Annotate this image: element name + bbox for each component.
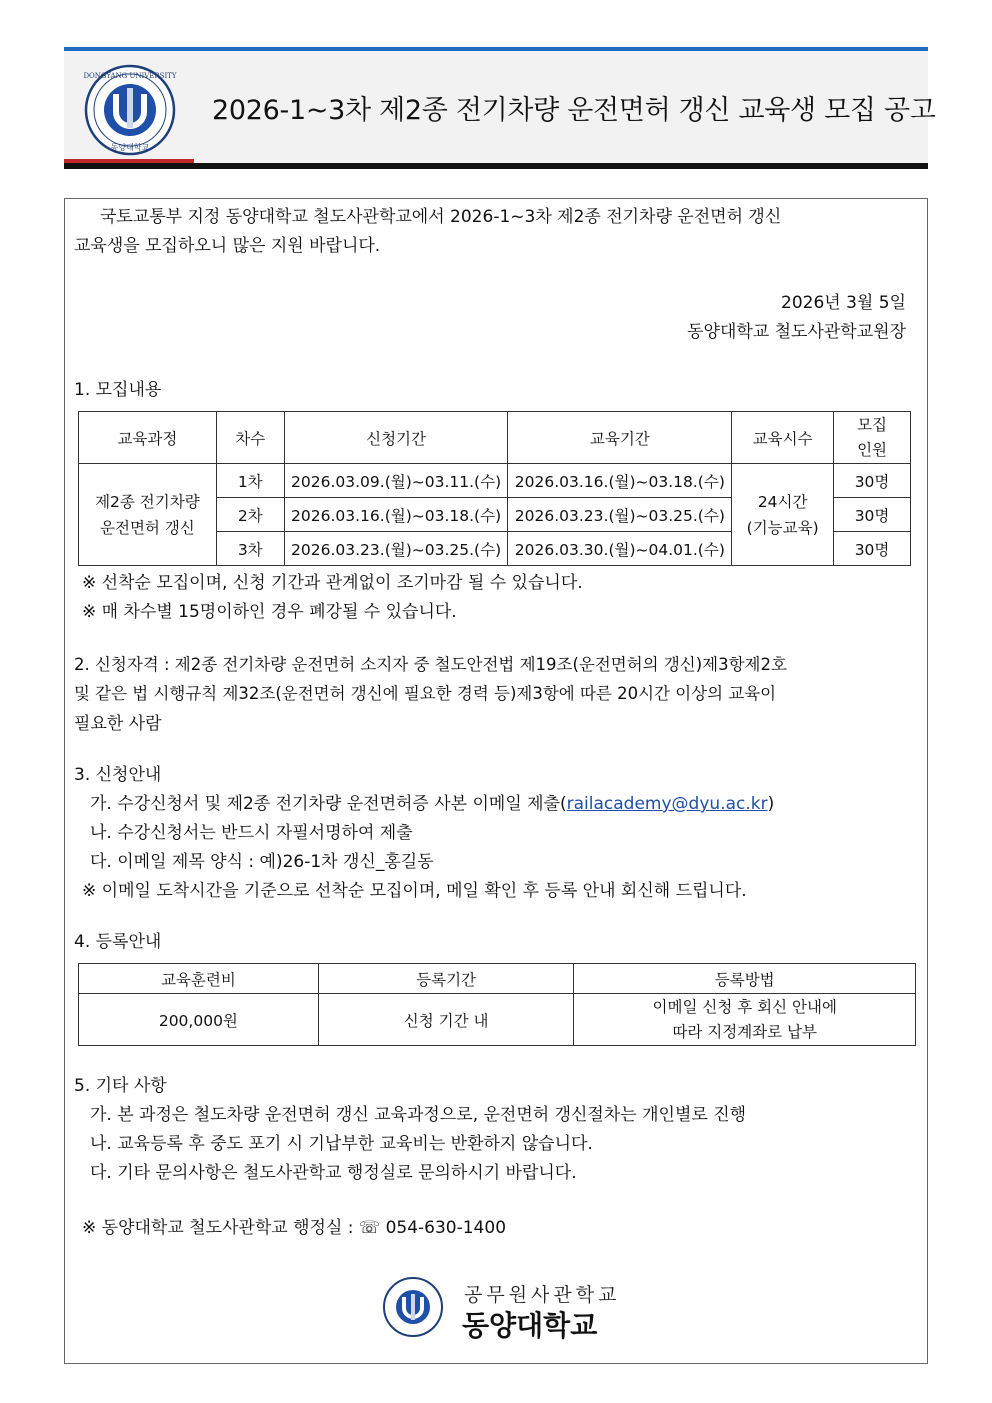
table-header-row — [79, 412, 911, 464]
university-logo — [74, 64, 186, 156]
item-a-close: ) — [767, 794, 775, 814]
registration-table — [78, 963, 916, 1046]
page-title: 2026-1~3차 제2종 전기차량 운전면허 갱신 교육생 모집 공고 — [212, 95, 936, 126]
recruitment-table — [78, 411, 911, 566]
apply-cell: 2026.03.16.(월)~03.18.(수) — [284, 498, 508, 532]
round-cell: 3차 — [216, 532, 284, 566]
course-name-line1: 제2종 전기차량 — [95, 492, 200, 511]
reg-method-line2: 따라 지정계좌로 납부 — [672, 1022, 818, 1041]
intro-line-1: 국토교통부 지정 동양대학교 철도사관학교에서 2026-1~3차 제2종 전기차량 운전면허 갱신 — [100, 207, 782, 227]
hours-line1: 24시간 — [757, 492, 808, 511]
col-capacity — [834, 412, 911, 464]
telephone-icon: ☏ — [358, 1218, 381, 1238]
section-3-item-b: 나. 수강신청서는 반드시 자필서명하여 제출 — [90, 823, 413, 843]
footer-line-1: 공무원사관학교 — [464, 1284, 621, 1306]
email-link[interactable]: railacademy@dyu.ac.kr — [566, 794, 768, 814]
period-cell: 2026.03.30.(월)~04.01.(수) — [508, 532, 732, 566]
round-cell: 1차 — [216, 464, 284, 498]
col-round: 차수 — [216, 412, 284, 464]
contact-phone: 054-630-1400 — [385, 1218, 507, 1238]
col-capacity-line1: 모집 — [857, 415, 888, 434]
period-cell: 2026.03.16.(월)~03.18.(수) — [508, 464, 732, 498]
count-cell: 30명 — [834, 532, 911, 566]
contact-prefix: ※ 동양대학교 철도사관학교 행정실 : — [82, 1218, 354, 1238]
section-3-item-a — [90, 789, 774, 814]
col-course: 교육과정 — [79, 412, 217, 464]
section-5-item-b: 나. 교육등록 후 중도 포기 시 기납부한 교육비는 반환하지 않습니다. — [90, 1134, 593, 1154]
notice-date: 2026년 3월 5일 — [781, 293, 906, 313]
section-2-line-3: 필요한 사람 — [74, 714, 162, 734]
hours-cell — [732, 464, 834, 566]
col-capacity-line2: 인원 — [857, 440, 888, 459]
hours-line2: (기능교육) — [746, 518, 819, 537]
logo-text-bottom: 동양대학교 — [110, 143, 150, 152]
section-4-heading: 4. 등록안내 — [74, 932, 162, 952]
count-cell: 30명 — [834, 464, 911, 498]
reg-method-line1: 이메일 신청 후 회신 안내에 — [652, 997, 837, 1016]
header-bottom-rule — [64, 163, 928, 169]
col-hours: 교육시수 — [732, 412, 834, 464]
footer-emblem-icon — [382, 1276, 444, 1338]
count-cell: 30명 — [834, 498, 911, 532]
section-3-item-c: 다. 이메일 제목 양식 : 예)26-1차 갱신_홍길동 — [90, 852, 434, 872]
section-5-item-a: 가. 본 과정은 철도차량 운전면허 갱신 교육과정으로, 운전면허 갱신절차는 개인별로 진행 — [90, 1105, 747, 1125]
course-name-line2: 운전면허 갱신 — [100, 518, 195, 537]
footer-line-2: 동양대학교 — [462, 1309, 598, 1342]
col-apply-period: 신청기간 — [284, 412, 508, 464]
reg-method-cell — [574, 994, 916, 1046]
apply-cell: 2026.03.23.(월)~03.25.(수) — [284, 532, 508, 566]
col-fee: 교육훈련비 — [79, 964, 319, 994]
course-name-cell — [79, 464, 217, 566]
section-2-line-1: 2. 신청자격 : 제2종 전기차량 운전면허 소지자 중 철도안전법 제19조(운전면허의 갱신)제3항제2호 — [74, 655, 787, 674]
section-5-item-c: 다. 기타 문의사항은 철도사관학교 행정실로 문의하시기 바랍니다. — [90, 1163, 577, 1183]
section-1-note-2: ※ 매 차수별 15명이하인 경우 폐강될 수 있습니다. — [82, 602, 457, 622]
table-row — [79, 994, 916, 1046]
document-frame — [64, 198, 928, 1364]
col-reg-method: 등록방법 — [574, 964, 916, 994]
section-1-heading: 1. 모집내용 — [74, 380, 162, 400]
table-header-row — [79, 964, 916, 994]
period-cell: 2026.03.23.(월)~03.25.(수) — [508, 498, 732, 532]
section-2-line-2: 및 같은 법 시행규칙 제32조(운전면허 갱신에 필요한 경력 등)제3항에 따른 20시간 이상의 교육이 — [74, 684, 777, 703]
section-3-note: ※ 이메일 도착시간을 기준으로 선착순 모집이며, 메일 확인 후 등록 안내 회신해 드립니다. — [82, 881, 747, 901]
section-3-heading: 3. 신청안내 — [74, 765, 162, 785]
apply-cell: 2026.03.09.(월)~03.11.(수) — [284, 464, 508, 498]
col-edu-period: 교육기간 — [508, 412, 732, 464]
table-row — [79, 464, 911, 498]
col-reg-period: 등록기간 — [318, 964, 574, 994]
item-a-text: 가. 수강신청서 및 제2종 전기차량 운전면허증 사본 이메일 제출( — [90, 794, 567, 814]
round-cell: 2차 — [216, 498, 284, 532]
reg-period-cell: 신청 기간 내 — [318, 994, 574, 1046]
fee-cell: 200,000원 — [79, 994, 319, 1046]
notice-signer: 동양대학교 철도사관학교원장 — [687, 322, 906, 342]
intro-line-2: 교육생을 모집하오니 많은 지원 바랍니다. — [74, 236, 381, 256]
footer-logo — [382, 1276, 621, 1342]
logo-text-top: DONGYANG UNIVERSITY — [83, 72, 177, 80]
section-1-note-1: ※ 선착순 모집이며, 신청 기간과 관계없이 조기마감 될 수 있습니다. — [82, 573, 583, 593]
contact-line — [82, 1213, 506, 1238]
section-5-heading: 5. 기타 사항 — [74, 1076, 167, 1096]
